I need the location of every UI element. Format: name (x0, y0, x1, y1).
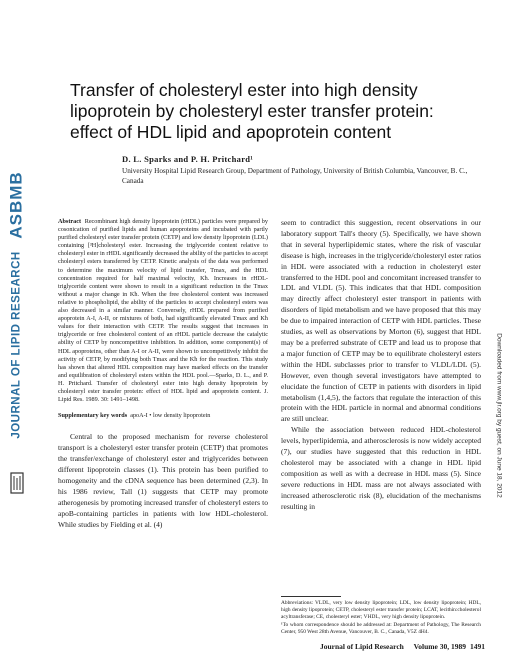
article-authors: D. L. Sparks and P. H. Pritchard¹ (122, 154, 254, 164)
footnote-divider (281, 596, 341, 597)
body-paragraph-right-1: seem to contradict this suggestion, recent observations in our laboratory support Tall's theory (5). Specifically, we have shown that in several hyperlipidemic states, where the risk of vascular disease is high, increases in the triglyceride/cholesteryl ester ratios in HDL were associated with a reduction in cholesteryl ester transferred to the HDL pool and concomitant increased transfer to LDL and VLDL (5). This indicates that that HDL composition may directly affect cholesteryl ester transport in patients with disorders of lipid metabolism and we have proposed that this may be due to impaired interaction of CETP with HDL particles. These studies, as well as observations by Morton (6), suggest that HDL may be a preferred substrate of CETP and lead us to propose that a major function of CETP may be to equilibrate cholesteryl esters within the HDL subclasses prior to transfer to VLDL/LDL (5). However, even though several investigators have attempted to elucidate the function of CETP in patients with disorders in lipid metabolism (1,4,5), the factors that regulate the interaction of this protein with the HDL particle in normal and abnormal conditions are still unclear. (281, 218, 481, 424)
footnote-abbreviations: Abbreviations: VLDL, very low density lipoprotein; LDL, low density lipoprotein; HDL, high density lipoprotein; CETP, cholesteryl ester transfer protein; LCAT, lecithin:cholesterol acyltransferase; CE, cholesteryl ester; VHDL, very high density lipoprotein. (281, 600, 481, 620)
journal-book-icon (10, 472, 24, 494)
keywords-label: Supplementary key words (58, 412, 128, 420)
keywords-text: apoA-I • low density lipoprotein (130, 412, 211, 420)
journal-sidebar-label (4, 251, 30, 439)
abstract (58, 218, 268, 404)
footer-volume: Volume 30, 1989 (413, 642, 467, 651)
page-footer (320, 642, 474, 651)
article-affiliation: University Hospital Lipid Research Group, Department of Pathology, University of British Columbia, Vancouver, B. C., Canada (122, 167, 468, 185)
asbmb-logo (4, 150, 30, 260)
body-paragraph-right-2: While the association between reduced HDL-cholesterol levels, hyperlipidemia, and atherosclerosis is now widely accepted (7), our studies have suggested that this reduction in HDL cholesterol may be associated with a change in HDL lipid composition as well as with a decrease in HDL mass (5). Since severe reductions in HDL mass are not always associated with increased atherosclerotic risk (8), elucidation of the mechanisms resulting in (281, 425, 481, 511)
abstract-label: Abstract (58, 218, 82, 225)
download-watermark (490, 260, 508, 570)
download-watermark-text: Downloaded from www.jlr.org by guest, on June 18, 2012 (495, 332, 503, 498)
keywords (58, 412, 268, 420)
footer-journal: Journal of Lipid Research (320, 642, 404, 651)
article-title: Transfer of cholesteryl ester into high density lipoprotein by cholesteryl ester transfer protein: effect of HDL lipid and apoprotein content (70, 80, 434, 142)
body-paragraph-left: Central to the proposed mechanism for reverse cholesterol transport is a cholesteryl ester transfer protein (CETP) that promotes the transfer/exchange of cholesteryl ester and triglycerides between different lipoprotein classes (1). This protein has been purified to homogeneity and the cDNA sequence has been determined (2,3). In his 1986 review, Tall (1) suggests that CETP may promote atherogenesis by promoting increased transfer of cholesteryl esters to apoB-containing particles in patients with low HDL-cholesterol. While studies by Fielding et al. (4) (58, 432, 268, 529)
footnotes (281, 600, 481, 638)
left-column (58, 218, 268, 538)
journal-sidebar-text: JOURNAL OF LIPID RESEARCH (11, 251, 24, 439)
footer-page-number: 1491 (470, 642, 485, 651)
footnote-correspondence: ¹To whom correspondence should be addressed at: Department of Pathology, The Research Center, 950 West 28th Avenue, Vancouver, B. C., Canada, V5Z 4H4. (281, 622, 481, 636)
asbmb-logo-text: ASBMB (7, 171, 26, 239)
right-column (281, 218, 481, 512)
abstract-text: Recombinant high density lipoprotein (rHDL) particles were prepared by cosonication of purified lipids and human apoproteins and incubated with partly purified cholesteryl ester transfer protein (CETP) and low density lipoprotein (LDL) containing [³H]cholesteryl ester. Increasing the triglyceride content relative to cholesteryl ester in rHDL significantly decreased the ability of the particles to accept cholesteryl esters transferred by CETP. Kinetic analysis of the data was performed to determine the maximum velocity of lipid transfer, Tmax, and the HDL concentration required for half maximal velocity, Kħ. Increases in rHDL-triglyceride content were shown to result in a significant reduction in the Tmax without a major change in Kħ. When the free cholesterol content was increased relative to phospholipid, the ability of the particles to accept cholesteryl esters was also decreased in a similar manner. Conversely, rHDL prepared from purified apoprotein A-I, A-II, or mixtures of both, had significantly elevated Tmax and Kħ values for their interaction with CETP. The results suggest that increases in triglyceride or free cholesterol content of an rHDL particle decrease the catalytic ability of CETP by noncompetitive inhibition. In addition, some component(s) of HDL apoproteins, other than A-I or A-II, were shown to uncompetitively inhibit the activity of CETP, by modifying both Tmax and the Kħ for the reaction. This study has shown that altered HDL composition may have marked effects on the transfer and equilibration of cholesteryl esters within the HDL pool.—Sparks, D. L., and P. H. Pritchard. Transfer of cholesteryl ester into high density lipoprotein by cholesteryl ester transfer protein: effect of HDL lipid and apoprotein content. J. Lipid Res. 1989. 30: 1491–1498. (58, 218, 268, 404)
